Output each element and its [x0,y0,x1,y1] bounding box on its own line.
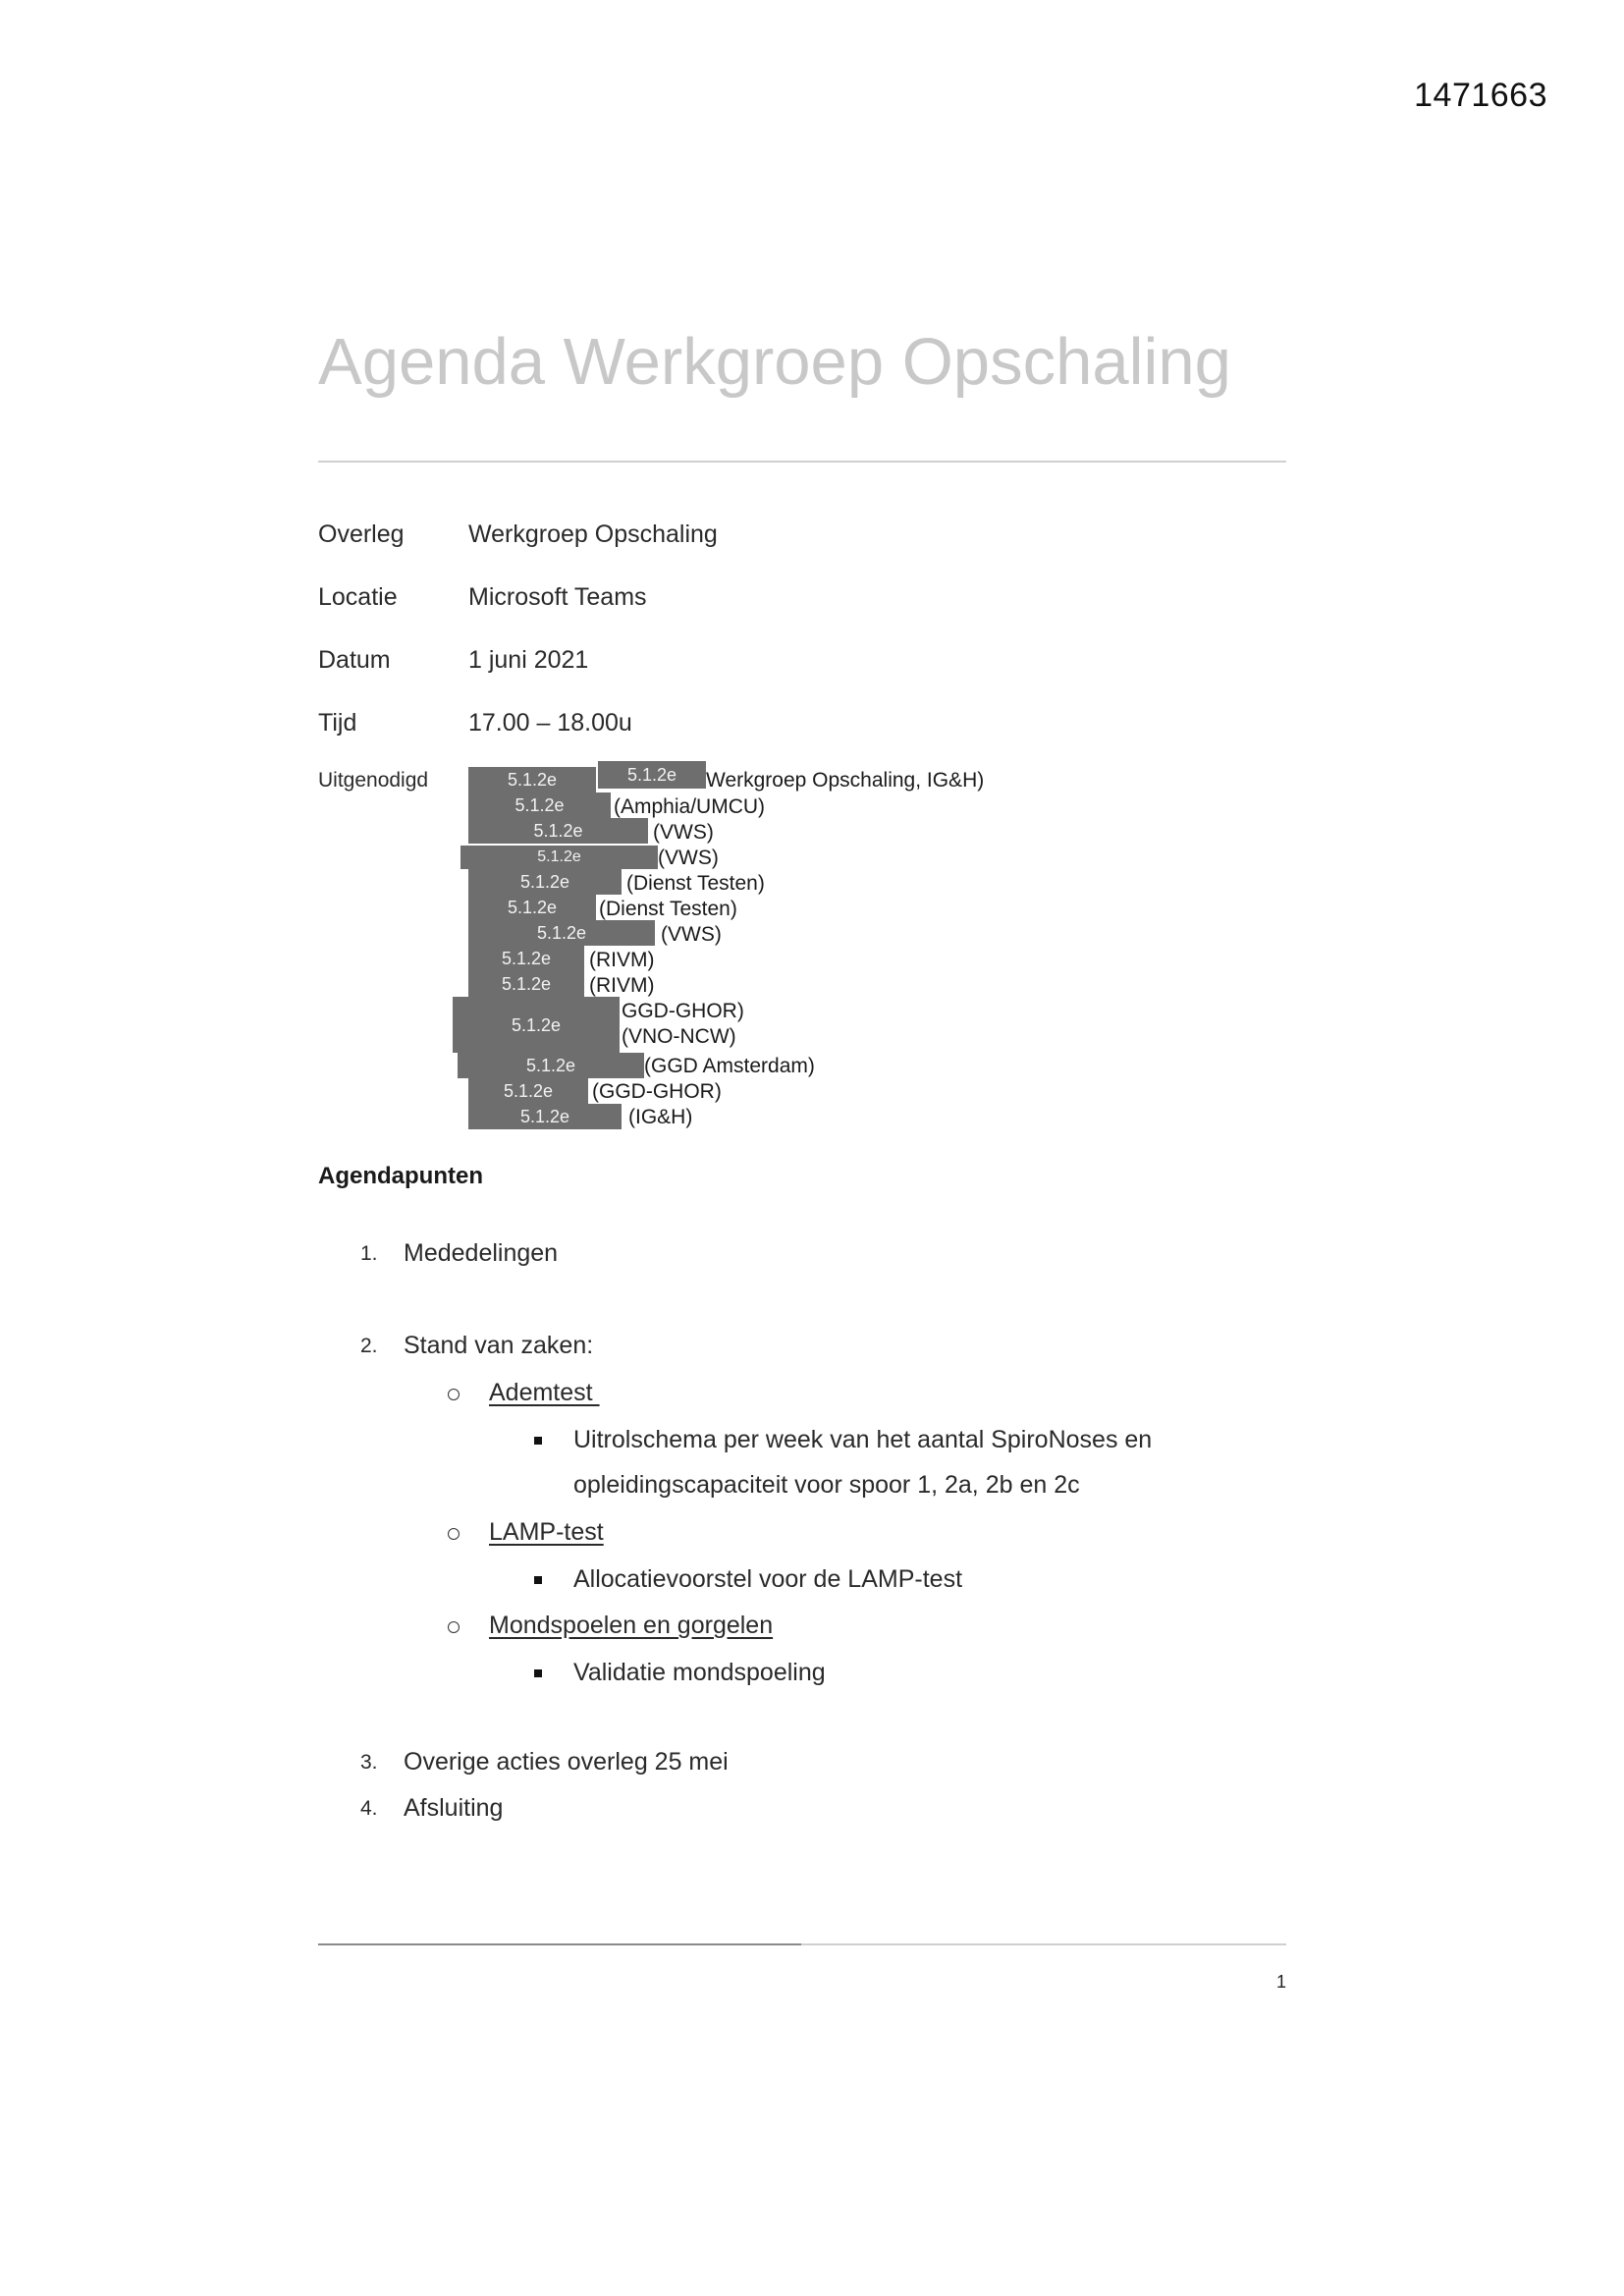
redaction-block: 5.1.2e [598,761,706,789]
invitee-org: (VWS) [658,847,719,869]
invitee-org: (RIVM) [589,949,655,971]
agenda-number: 1. [360,1242,378,1265]
redaction-block: 5.1.2e [468,1104,622,1129]
meta-label: Datum [318,646,391,674]
square-bullet-icon [534,1576,542,1584]
square-bullet-icon [534,1669,542,1677]
agenda-item: Overige acties overleg 25 mei [404,1748,729,1776]
agenda-bullet: Validatie mondspoeling [573,1659,826,1686]
meta-value: Werkgroep Opschaling [468,520,718,548]
square-bullet-icon [534,1437,542,1445]
redaction-block: 5.1.2e [468,946,584,971]
agenda-number: 4. [360,1797,378,1820]
agenda-number: 2. [360,1335,378,1357]
document-id: 1471663 [1414,77,1547,114]
agenda-subitem: Ademtest [489,1379,600,1406]
invitee-org: GGD-GHOR) [622,1000,744,1022]
agenda-bullet: Uitrolschema per week van het aantal SpiroNoses en [573,1426,1153,1453]
page-number: 1 [1276,1972,1287,1992]
redaction-block: 5.1.2e [468,818,648,844]
invitee-org: (Amphia/UMCU) [614,795,766,818]
circle-bullet-icon [448,1621,460,1633]
redaction-block: 5.1.2e [468,1078,588,1104]
page-title: Agenda Werkgroep Opschaling [318,325,1231,399]
agenda-heading: Agendapunten [318,1163,483,1189]
title-divider [318,461,1286,463]
redaction-block: 5.1.2e [460,846,658,869]
footer-divider-accent [318,1943,801,1945]
redaction-block: 5.1.2e [468,869,622,895]
agenda-subitem: Mondspoelen en gorgelen [489,1612,774,1639]
invitee-org: (RIVM) [589,974,655,997]
agenda-bullet: opleidingscapaciteit voor spoor 1, 2a, 2b en 2c [573,1471,1080,1499]
redaction-block: 5.1.2e [453,997,620,1053]
circle-bullet-icon [448,1528,460,1540]
redaction-block: 5.1.2e [468,895,596,920]
redaction-block: 5.1.2e [468,971,584,997]
meta-value: 1 juni 2021 [468,646,589,674]
agenda-item: Mededelingen [404,1239,559,1267]
agenda-item: Afsluiting [404,1794,504,1822]
invitee-org: (VNO-NCW) [622,1025,736,1048]
invitee-org: (GGD Amsterdam) [644,1055,815,1077]
invitee-org: (VWS) [653,821,714,844]
meta-label: Locatie [318,583,398,611]
redaction-block: 5.1.2e [468,920,655,946]
circle-bullet-icon [448,1389,460,1400]
invitee-org: (IG&H) [628,1106,693,1128]
meta-value: Microsoft Teams [468,583,647,611]
invitee-org: Werkgroep Opschaling, IG&H) [706,769,985,792]
agenda-item: Stand van zaken: [404,1332,594,1359]
agenda-bullet: Allocatievoorstel voor de LAMP-test [573,1565,963,1593]
invitee-org: (Dienst Testen) [626,872,765,895]
invitee-org: (VWS) [661,923,722,946]
meta-label: Overleg [318,520,405,548]
invitee-org: (GGD-GHOR) [592,1080,722,1103]
agenda-number: 3. [360,1751,378,1774]
agenda-subitem: LAMP-test [489,1518,604,1546]
redaction-block: 5.1.2e [468,767,596,793]
invited-label: Uitgenodigd [318,769,429,792]
meta-value: 17.00 – 18.00u [468,709,632,737]
invitee-org: (Dienst Testen) [599,898,737,920]
meta-label: Tijd [318,709,357,737]
redaction-block: 5.1.2e [458,1053,644,1078]
redaction-block: 5.1.2e [468,793,611,818]
